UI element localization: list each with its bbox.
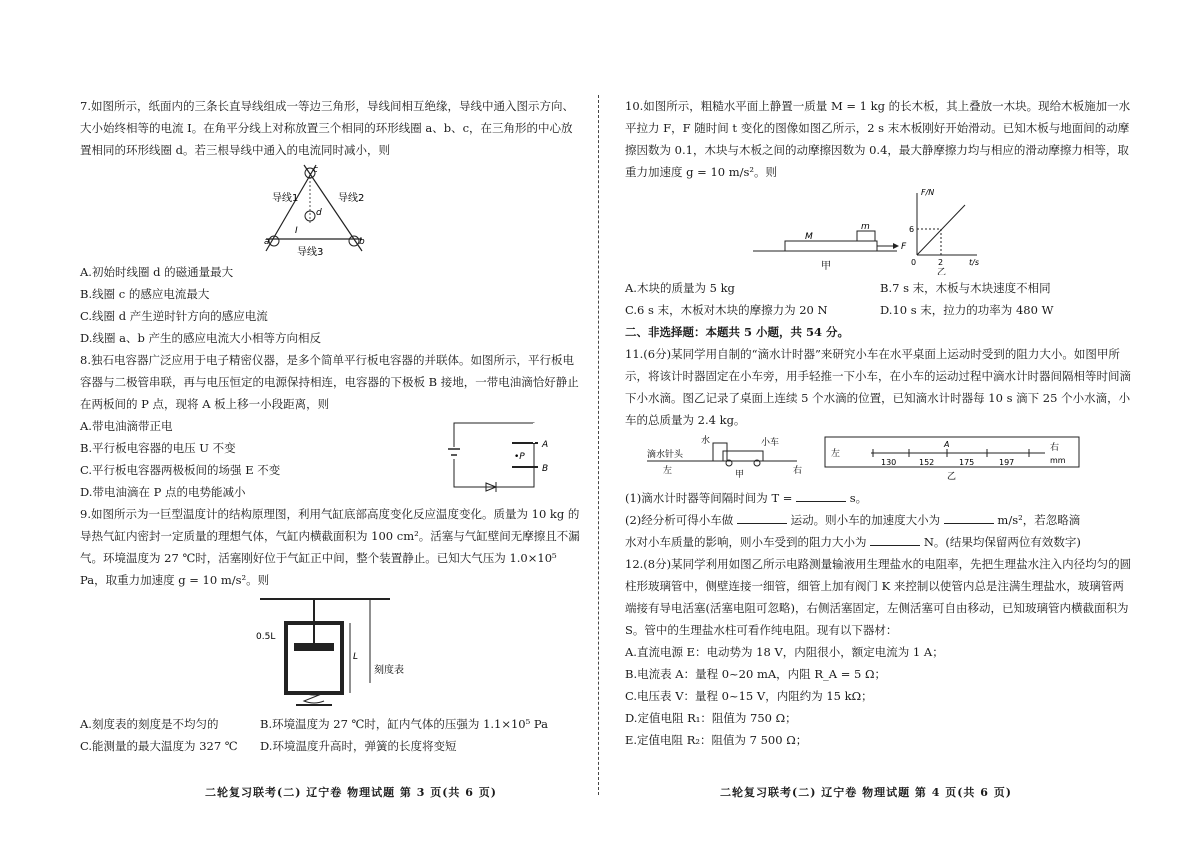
q9-option-d: D.环境温度升高时，弹簧的长度将变短 [260, 739, 457, 753]
q8-option-b: B.平行板电容器的电压 U 不变 [80, 441, 236, 455]
board-m-label: M [805, 232, 813, 242]
q11-part1-text-b: s。 [849, 491, 868, 505]
q8-option-a: A.带电油滴带正电 [80, 419, 173, 433]
q11-blank-3[interactable] [944, 511, 994, 524]
q7-stem: 7.如图所示，纸面内的三条长直导线组成一等边三角形，导线间相互绝缘，导线中通入图示方向、大小始终相等的电流 I。在角平分线上对称放置三个相同的环形线圈 a、b、c，在三角形的中心放置相同的环形线圈 d。若三根导线中通入的电流同时减小，则 [80, 99, 574, 157]
distance-3: 175 [959, 458, 975, 467]
q10-figure [625, 185, 1135, 275]
fig-yi-right-label: 右 [1050, 443, 1060, 453]
q8-options-block [80, 415, 580, 503]
mm-unit-label: mm [1050, 456, 1066, 465]
fig-yi-left-label: 左 [831, 449, 841, 459]
q11-part2-text-a: (2)经分析可得小车做 [625, 513, 734, 527]
q12-item-a: A.直流电源 E：电动势为 18 V，内阻很小，额定电流为 1 A； [625, 645, 944, 659]
capacitor-circuit-diagram [442, 419, 562, 495]
wire-triangle-diagram [80, 163, 580, 259]
q11-part1-text-a: (1)滴水计时器等间隔时间为 T = [625, 491, 793, 505]
tick-two-label: 2 [938, 258, 944, 267]
q7-figure [80, 163, 580, 259]
fig-jia-label: 甲 [735, 470, 745, 480]
q11-part2-cont [625, 531, 1135, 553]
left-page [80, 95, 580, 757]
q12-item-d: D.定值电阻 R₁：阻值为 750 Ω； [625, 711, 797, 725]
force-f-label: F [901, 242, 907, 252]
coil-d-label: d [316, 208, 322, 218]
q11-part2-text-d: 水对小车质量的影响，则小车受到的阻力大小为 [625, 535, 867, 549]
q9-options-row2 [80, 735, 580, 757]
section-2-heading: 二、非选择题：本题共 5 小题，共 54 分。 [625, 325, 850, 339]
water-label: 水 [701, 436, 711, 446]
q11-part1 [625, 487, 1135, 509]
q10-option-b: B.7 s 末，木板与木块速度不相同 [880, 281, 1051, 295]
point-a-label: A [944, 440, 950, 449]
q11-figure [625, 433, 1135, 485]
q11-part2-text-e: N。(结果均保留两位有效数字) [923, 535, 1081, 549]
coil-c-label: c [313, 165, 318, 175]
q12-item-e: E.定值电阻 R₂：阻值为 7 500 Ω； [625, 733, 808, 747]
block-m-label: m [861, 222, 870, 232]
q12-item-b: B.电流表 A：量程 0~20 mA，内阻 R_A = 5 Ω； [625, 667, 886, 681]
drip-timer-cart-diagram [625, 433, 1135, 485]
q10-option-a: A.木块的质量为 5 kg [625, 281, 735, 295]
q12-stem: 12.(8分)某同学利用如图乙所示电路测量输液用生理盐水的电阻率，先把生理盐水注入内径均匀的圆柱形玻璃管中，侧壁连接一细管，细管上加有阀门 K 来控制以使管内总是注满生理盐水，玻璃管两端接有导电活塞(活塞电阻可忽略)，右侧活塞固定，左侧活塞可自由移动，已知玻璃管内横截面积为 S。管中的生理盐水柱可看作纯电阻。现有以下器材： [625, 557, 1132, 637]
q9-figure [80, 593, 580, 711]
fig-jia-label: 甲 [821, 261, 831, 272]
ts-axis-label: t/s [969, 258, 979, 267]
wire1-label: 导线1 [272, 193, 299, 204]
q9-option-b: B.环境温度为 27 ℃时，缸内气体的压强为 1.1×10⁵ Pa [260, 717, 548, 731]
plate-b-label: B [542, 464, 549, 474]
coil-b-label: b [359, 237, 365, 247]
left-page-footer: 二轮复习联考(二) 辽宁卷 物理试题 第 3 页(共 6 页) [205, 786, 497, 799]
q8-option-c: C.平行板电容器两极板间的场强 E 不变 [80, 463, 281, 477]
fig-jia-left-label: 左 [663, 466, 673, 476]
plate-a-label: A [542, 440, 549, 450]
q8-option-d: D.带电油滴在 P 点的电势能减小 [80, 485, 246, 499]
q7-option-d: D.线圈 a、b 产生的感应电流大小相等方向相反 [80, 331, 321, 345]
q11-stem: 11.(6分)某同学用自制的“滴水计时器”来研究小车在水平桌面上运动时受到的阻力大小。如图甲所示，将该计时器固定在小车旁，用手轻推一下小车，在小车的运动过程中滴水计时器间隔相等时间滴下小水滴。图乙记录了桌面上连续 5 个水滴的位置，已知滴水计时器每 10 s 滴下 25 个小水滴，小车的总质量为 2.4 kg。 [625, 347, 1131, 427]
q9-option-c: C.能测量的最大温度为 327 ℃ [80, 739, 238, 753]
q9-option-a: A.刻度表的刻度是不均匀的 [80, 717, 219, 731]
scale-label: 刻度表 [374, 665, 404, 676]
fig-yi-label: 乙 [947, 472, 957, 482]
q11-blank-4[interactable] [870, 533, 920, 546]
half-l-label: 0.5L [256, 632, 276, 642]
fn-axis-label: F/N [921, 188, 935, 197]
tick-six-label: 6 [909, 225, 915, 234]
coil-a-label: a [264, 237, 270, 247]
column-divider [598, 95, 599, 795]
l-label: L [353, 652, 359, 662]
q10-option-c: C.6 s 末，木板对木块的摩擦力为 20 N [625, 303, 828, 317]
right-page-footer: 二轮复习联考(二) 辽宁卷 物理试题 第 4 页(共 6 页) [720, 786, 1012, 799]
thermometer-cylinder-diagram [80, 593, 580, 711]
q11-part2-text-b: 运动。则小车的加速度大小为 [790, 513, 941, 527]
distance-4: 197 [999, 458, 1015, 467]
q11-part2-text-c: m/s²，若忽略滴 [997, 513, 1081, 527]
q9-options-row1 [80, 713, 580, 735]
q7-option-c: C.线圈 d 产生逆时针方向的感应电流 [80, 309, 268, 323]
board-block-and-ft-graph [625, 185, 1135, 275]
q11-blank-1[interactable] [796, 489, 846, 502]
wire3-label: 导线3 [297, 247, 324, 258]
q12-item-c: C.电压表 V：量程 0~15 V，内阻约为 15 kΩ； [625, 689, 873, 703]
q11-part2 [625, 509, 1135, 531]
point-p-label: •P [514, 452, 525, 462]
needle-label: 滴水针头 [647, 450, 684, 460]
car-label: 小车 [761, 438, 780, 448]
wire2-label: 导线2 [338, 193, 365, 204]
q7-option-b: B.线圈 c 的感应电流最大 [80, 287, 210, 301]
distance-2: 152 [919, 458, 935, 467]
fig-jia-right-label: 右 [793, 466, 803, 476]
current-label: I [295, 226, 298, 236]
q10-options-row2 [625, 299, 1135, 321]
q10-options-row1 [625, 277, 1135, 299]
right-page [625, 95, 1135, 751]
q7-option-a: A.初始时线圈 d 的磁通量最大 [80, 265, 234, 279]
fig-yi-label: 乙 [937, 268, 947, 275]
q9-stem: 9.如图所示为一巨型温度计的结构原理图，利用气缸底部高度变化反应温度变化。质量为 10 kg 的导热气缸内密封一定质量的理想气体，气缸内横截面积为 100 cm²。活塞与气缸壁间无摩擦且不漏气。环境温度为 27 ℃时，活塞刚好位于气缸正中间，整个装置静止。已知大气压为 1.0×10⁵ Pa，取重力加速度 g = 10 m/s²。则 [80, 507, 580, 587]
q10-stem: 10.如图所示，粗糙水平面上静置一质量 M = 1 kg 的长木板，其上叠放一木块。现给木板施加一水平拉力 F，F 随时间 t 变化的图像如图乙所示，2 s 末木板刚好开始滑动。已知木板与地面间的动摩擦因数为 0.1，木块与木板之间的动摩擦因数为 0.4，最大静摩擦力均与相应的滑动摩擦力相等，取重力加速度 g = 10 m/s²。则 [625, 99, 1131, 179]
q8-stem: 8.独石电容器广泛应用于电子精密仪器，是多个简单平行板电容器的并联体。如图所示，平行板电容器与二极管串联，再与电压恒定的电源保持相连，电容器的下极板 B 接地，一带电油滴恰好静止在两板间的 P 点，现将 A 板上移一小段距离，则 [80, 353, 579, 411]
tick-zero-label: 0 [911, 258, 917, 267]
q10-option-d: D.10 s 末，拉力的功率为 480 W [880, 303, 1054, 317]
q11-blank-2[interactable] [737, 511, 787, 524]
distance-1: 130 [881, 458, 897, 467]
